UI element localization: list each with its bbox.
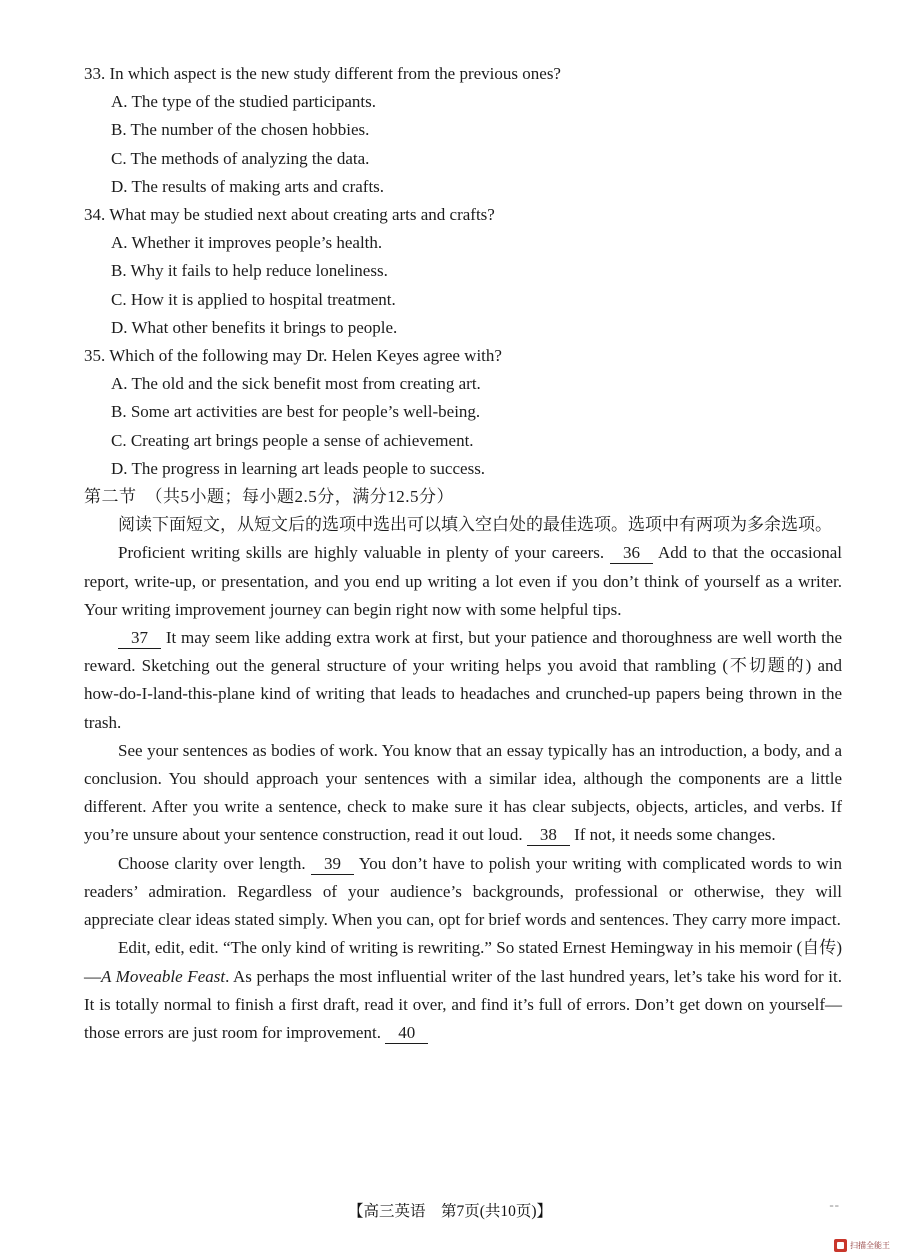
passage-paragraph: Proficient writing skills are highly valuable in plenty of your careers. 36 Add to that the occasional report, write-up, or presentation, and you end up writing a lot even if you don’t think of yourself as a writer. Your writing improvement journey can begin right now with some helpful tips. (84, 543, 842, 619)
option-letter: A. (111, 92, 128, 112)
question-stem (84, 342, 842, 370)
option-letter: A. (111, 233, 128, 253)
cloze-blank-40: 40 (385, 1022, 428, 1044)
cloze-blank-38: 38 (527, 824, 570, 846)
question-number: 34. (84, 205, 106, 225)
option-letter: D. (111, 458, 128, 478)
question-stem (84, 201, 842, 229)
cloze-blank-39: 39 (311, 853, 354, 875)
option-text: What other benefits it brings to people. (127, 317, 398, 337)
question (84, 60, 842, 201)
option-text: The results of making arts and crafts. (127, 176, 385, 196)
question (84, 201, 842, 342)
option-text: The number of the chosen hobbies. (126, 120, 370, 140)
answer-option (84, 145, 842, 173)
option-letter: C. (111, 430, 127, 450)
cloze-blank-36: 36 (610, 542, 653, 564)
passage-paragraph: See your sentences as bodies of work. You know that an essay typically has an introduction, a body, and a conclusion. You should approach your sentences with a similar idea, although the components are a little different. After you write a sentence, check to make sure it has clear subjects, objects, articles, and verbs. If you’re unsure about your sentence construction, read it out loud. 38 If not, it needs some changes. (84, 740, 842, 845)
answer-option (84, 427, 842, 455)
answer-option (84, 229, 842, 257)
book-title: A Moveable Feast (101, 966, 226, 986)
passage-paragraph: 37 It may seem like adding extra work at first, but your patience and thoroughness are well worth the reward. Sketching out the general structure of your writing helps you avoid that rambling (不切题的) and how-do-I-land-this-plane kind of writing that leads to headaches and crunched-up papers being thrown in the trash. (84, 628, 842, 732)
option-letter: A. (111, 374, 128, 394)
option-text: How it is applied to hospital treatment. (126, 289, 396, 309)
scanner-watermark (834, 1239, 890, 1252)
answer-option (84, 286, 842, 314)
option-text: The methods of analyzing the data. (126, 148, 370, 168)
answer-option (84, 257, 842, 285)
answer-option (84, 314, 842, 342)
option-letter: D. (111, 317, 128, 337)
answer-option (84, 455, 842, 483)
option-text: The old and the sick benefit most from creating art. (127, 374, 481, 394)
section-instruction: 阅读下面短文，从短文后的选项中选出可以填入空白处的最佳选项。选项中有两项为多余选项。 (118, 515, 832, 535)
passage-block (84, 539, 842, 1047)
questions-block (84, 60, 842, 483)
scanner-watermark-label: 扫描全能王 (850, 1241, 890, 1250)
option-letter: B. (111, 120, 127, 140)
option-letter: B. (111, 402, 127, 422)
answer-option (84, 173, 842, 201)
option-text: The type of the studied participants. (127, 92, 377, 112)
page-content (84, 60, 842, 1047)
question-stem-text: Which of the following may Dr. Helen Keyes agree with? (105, 346, 502, 366)
option-letter: C. (111, 148, 127, 168)
question-number: 35. (84, 346, 106, 366)
question-stem-text: What may be studied next about creating arts and crafts? (105, 205, 495, 225)
section-title: 第二节 （共5小题；每小题2.5分，满分12.5分） (84, 487, 454, 507)
option-letter: C. (111, 289, 127, 309)
answer-option (84, 398, 842, 426)
option-text: The progress in learning art leads people to success. (127, 458, 486, 478)
page-footer: 【高三英语 第7页(共10页)】 (347, 1203, 553, 1220)
option-text: Some art activities are best for people’s well-being. (126, 402, 481, 422)
option-text: Creating art brings people a sense of achievement. (126, 430, 474, 450)
option-letter: B. (111, 261, 127, 281)
question-stem (84, 60, 842, 88)
answer-option (84, 116, 842, 144)
cloze-blank-37: 37 (118, 627, 161, 649)
question-stem-text: In which aspect is the new study different from the previous ones? (105, 64, 561, 83)
answer-option (84, 88, 842, 116)
question (84, 342, 842, 483)
scan-artifact: -- (829, 1197, 840, 1212)
scanner-app-icon (834, 1239, 847, 1252)
question-number: 33. (84, 64, 106, 83)
passage-paragraph: Edit, edit, edit. “The only kind of writing is rewriting.” So stated Ernest Hemingway in his memoir (自传)—A Moveable Feast. As perhaps the most influential writer of the last hundred years, let’s take his word for it. It is totally normal to finish a first draft, read it over, and find it’s full of errors. Don’t get down on yourself—those errors are just room for improvement. 40 (84, 938, 842, 1042)
answer-option (84, 370, 842, 398)
option-text: Why it fails to help reduce loneliness. (126, 261, 388, 281)
passage-paragraph: Choose clarity over length. 39 You don’t have to polish your writing with complicated words to win readers’ admiration. Regardless of your audience’s backgrounds, professional or otherwise, they will appreciate clear ideas stated simply. When you can, opt for brief words and sentences. They carry more impact. (84, 853, 842, 930)
option-text: Whether it improves people’s health. (127, 233, 383, 253)
option-letter: D. (111, 176, 128, 196)
